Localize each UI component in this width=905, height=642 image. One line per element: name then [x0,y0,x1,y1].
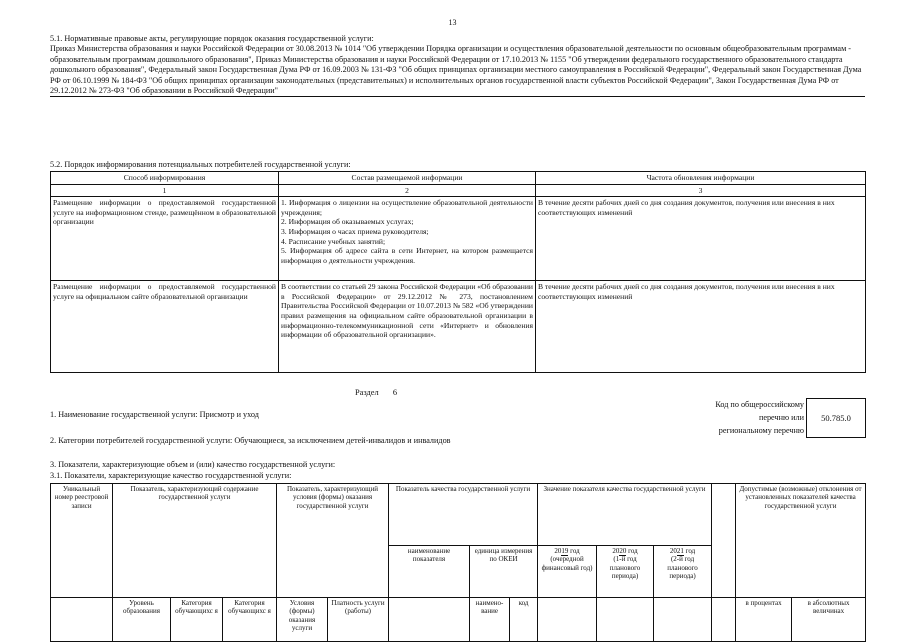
section-label: Раздел [355,388,379,397]
sub-unit-code: код [510,598,538,642]
code-label-line: региональному перечню [718,426,804,435]
quality-heading: 3.1. Показатели, характеризующие качество государственной услуги: [50,471,292,480]
sub-unit-name: наимено-вание [470,598,510,642]
year-suffix: год [570,547,580,555]
content-line: 3. Информация о часах приема руководителя; [281,226,429,236]
year-prefix: 20 [669,547,677,555]
col-number: 1 [51,184,279,197]
year-number: 20 [619,547,627,555]
sub-education-level: Уровень образования [113,598,171,642]
method-cell: Размещение информации о предоставляемой государственной услуге на официальном сайте образовательной организации [51,281,279,373]
content-line: 2. Информация об оказываемых услугах; [281,217,414,227]
header-frequency: Частота обновления информации [536,172,866,185]
section-number: 6 [392,388,398,397]
page-number: 13 [448,18,457,27]
content-line: 5. Информация об адресе сайта в сети Интернет, на котором размещается информация о деятельности учреждения. [281,246,533,265]
registry-code-label [650,398,804,437]
header-indicator-name: наименование показателя [389,546,470,598]
info-heading: 5.2. Порядок информирования потенциальных потребителей государственной услуги: [50,160,351,169]
year-desc: (очередной финансовый год) [541,555,593,572]
year-number: 21 [676,547,684,555]
method-cell: Размещение информации о предоставляемой государственной услуге на информационном стенде, размещённом в образовательной организации [51,197,279,281]
header-unit: единица измерения по ОКЕИ [470,546,538,598]
header-spacer [712,484,736,598]
content-cell: В соответствии со статьей 29 закона Российской Федерации «Об образовании в Российской Федерации» от 29.12.2012 № 273, постановлением Правительства Российской Федерации от 10.07.2013 № 582 «Об утверждении правил размещения на официальном сайте образовательной организации в информационно-телекоммуникационной сети «Интернет» и обновления информации об образовательной организации». [279,281,536,373]
header-conditions-indicator: Показатель, характеризующий условия (формы) оказания государственной услуги [277,484,389,598]
sub-payment: Платность услуги (работы) [328,598,389,642]
sub-empty [389,598,470,642]
content-line: 4. Расписание учебных занятий; [281,236,386,246]
sub-spacer [712,598,736,642]
sub-student-category: Категория обучающихс я [171,598,223,642]
consumer-categories: 2. Категории потребителей государственной услуги: Обучающиеся, за исключением детей-инвалидов и инвалидов [50,436,451,445]
frequency-cell: В течение десяти рабочих дней со дня создания документов, получения или внесения в них соответствующих изменений [536,197,866,281]
code-label-line: перечню или [758,413,804,422]
header-year-3 [654,546,712,598]
header-unique-number: Уникальный номер реестровой записи [51,484,113,598]
quality-header-row [51,484,866,546]
section-title [355,388,397,397]
legal-acts-block [50,34,865,97]
year-suffix: год [628,547,638,555]
service-name: 1. Наименование государственной услуги: Присмотр и уход [50,410,259,419]
year-suffix: год [685,547,696,555]
col-number: 3 [536,184,866,197]
header-year-2 [597,546,654,598]
year-prefix: 20 [612,547,620,555]
sub-student-category: Категория обучающихс я [223,598,277,642]
content-cell [279,197,536,281]
sub-empty [597,598,654,642]
info-table-header [51,172,866,185]
sub-percent: в процентах [736,598,792,642]
table-row [51,197,866,281]
col-number: 2 [279,184,536,197]
sub-conditions: Условия (формы) оказания услуги [277,598,328,642]
sub-empty [51,598,113,642]
quality-table [50,483,866,642]
header-content: Состав размещаемой информации [279,172,536,185]
sub-empty [654,598,712,642]
registry-code-box: 50.785.0 [806,398,866,438]
header-quality-values: Значение показателя качества государственной услуги [538,484,712,546]
year-desc: (1-й год планового периода) [609,555,641,581]
code-label-line: Код по общероссийскому [715,400,804,409]
legal-acts-text: Приказ Министерства образования и науки Российской Федерации от 30.08.2013 № 1014 "Об утверждении Порядка организации и осуществления образовательной деятельности по основным общеобразовательным программам - образовательным программам дошкольного образования", Приказ Министерства образования и науки Российской Федерации от 17.10.2013 № 1155 "Об утверждении федерального государственного образовательного стандарта дошкольного образования", Федеральный закон Государственная Дума РФ от 16.09.2003 № 131-ФЗ "Об общих принципах организации местного самоуправления в Российской Федерации", Федеральный закон Государственная Дума РФ от 06.10.1999 № 184-ФЗ "Об общих принципах организации законодательных (представительных) и исполнительных органов государственной власти субъектов Российской Федерации", Закон Государственная Дума РФ от 29.12.2012 № 273-ФЗ "Об образовании в Российской Федерации" [50,44,865,97]
header-content-indicator: Показатель, характеризующий содержание государственной услуги [113,484,277,598]
year-prefix: 20 [554,547,562,555]
frequency-cell: В течение десяти рабочих дней со дня создания документов, получения или внесения в них соответствующих изменений [536,281,866,373]
header-method: Способ информирования [51,172,279,185]
info-table-numbers [51,184,866,197]
year-number: 19 [561,547,569,555]
legal-acts-heading: 5.1. Нормативные правовые акты, регулирующие порядок оказания государственной услуги: [50,34,374,43]
year-desc: (2-й год планового периода) [667,555,698,581]
header-deviation: Допустимые (возможные) отклонения от установленных показателей качества государственной услуги [736,484,866,598]
table-row [51,281,866,373]
sub-empty [538,598,597,642]
content-line: 1. Информация о лицензии на осуществление образовательной деятельности учреждения; [281,198,533,217]
header-quality-indicator: Показатель качества государственной услуги [389,484,538,546]
info-table [50,171,866,373]
quality-subheader-row [51,598,866,642]
sub-absolute: в абсолютных величинах [792,598,866,642]
indicators-heading: 3. Показатели, характеризующие объем и (или) качество государственной услуги: [50,460,336,469]
header-year-1 [538,546,597,598]
